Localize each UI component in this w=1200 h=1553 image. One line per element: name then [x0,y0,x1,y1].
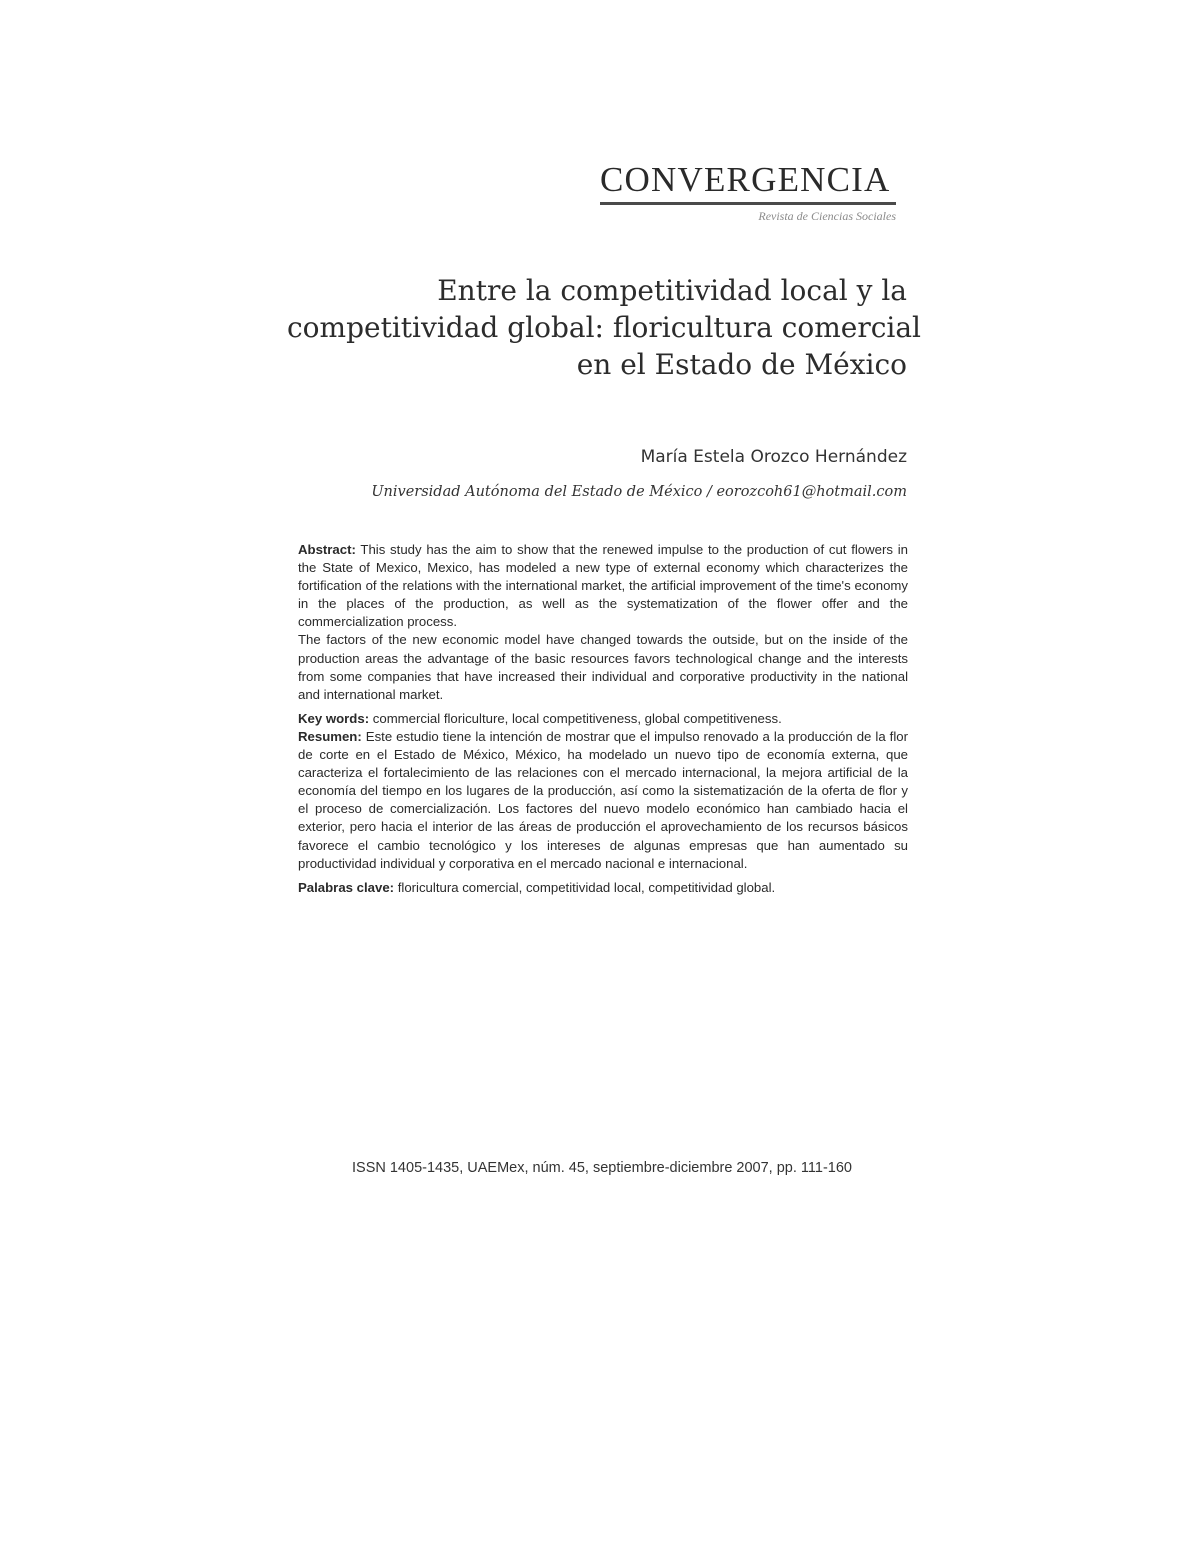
article-title-line: en el Estado de México [576,348,907,381]
abstract-label: Abstract: [298,542,356,557]
abstract-text: The factors of the new economic model have changed towards the outside, but on the inside of the production areas the advantage of the basic resources favors technological change and the interests from some companies that have increased their individual and corporative productivity in the national and international market. [298,632,908,702]
palabras-clave-paragraph [298,879,908,897]
journal-subtitle: Revista de Ciencias Sociales [758,209,896,223]
article-title-line: Entre la competitividad local y la [437,274,907,307]
resumen-label: Resumen: [298,728,362,744]
journal-name: CONVERGENCIA [600,160,891,199]
article-title-line: competitividad global: floricultura comercial [287,311,921,344]
author-affiliation: Universidad Autónoma del Estado de México / eorozcoh61@hotmail.com [371,484,907,500]
abstract-section [298,541,908,903]
keywords-label: Key words: [298,710,370,726]
author-name: María Estela Orozco Hernández [640,447,907,467]
abstract-text: This study has the aim to show that the renewed impulse to the production of cut flowers in the State of Mexico, Mexico, has modeled a new type of external economy which characterizes the fortification of the relations with the international market, the artificial improvement of the time's economy in the places of the production, as well as the systematization of the flower offer and the commercialization process. [298,542,908,630]
article-title [287,272,921,383]
palabras-clave-text: floricultura comercial, competitividad local, competitividad global. [397,879,776,895]
keywords-text: commercial floriculture, local competitiveness, global competitiveness. [372,710,782,726]
resumen-text: Este estudio tiene la intención de mostrar que el impulso renovado a la producción de la flor de corte en el Estado de México, México, ha modelado un nuevo tipo de economía externa, que caracteriza el fortalecimiento de las relaciones con el mercado internacional, la mejora artificial de la economía del tiempo en los lugares de la producción, así como la sistematización de la oferta de flor y el proceso de comercialización. [298,728,908,817]
resumen-text: Los factores del nuevo modelo económico han cambiado hacia el exterior, pero hacia el interior de las áreas de producción el aprovechamiento de los recursos básicos favorece el cambio tecnológico y los intereses de algunas empresas que han aumentado su productividad individual y corporativa en el mercado nacional e internacional. [298,801,908,871]
masthead-rule [600,202,896,205]
issn-footer: ISSN 1405-1435, UAEMex, núm. 45, septiembre-diciembre 2007, pp. 111-160 [352,1160,852,1176]
abstract-paragraph [298,541,908,631]
journal-masthead [600,160,900,224]
abstract-paragraph [298,631,908,703]
keywords-paragraph [298,710,908,728]
resumen-paragraph [298,728,908,873]
palabras-clave-label: Palabras clave: [298,879,395,895]
